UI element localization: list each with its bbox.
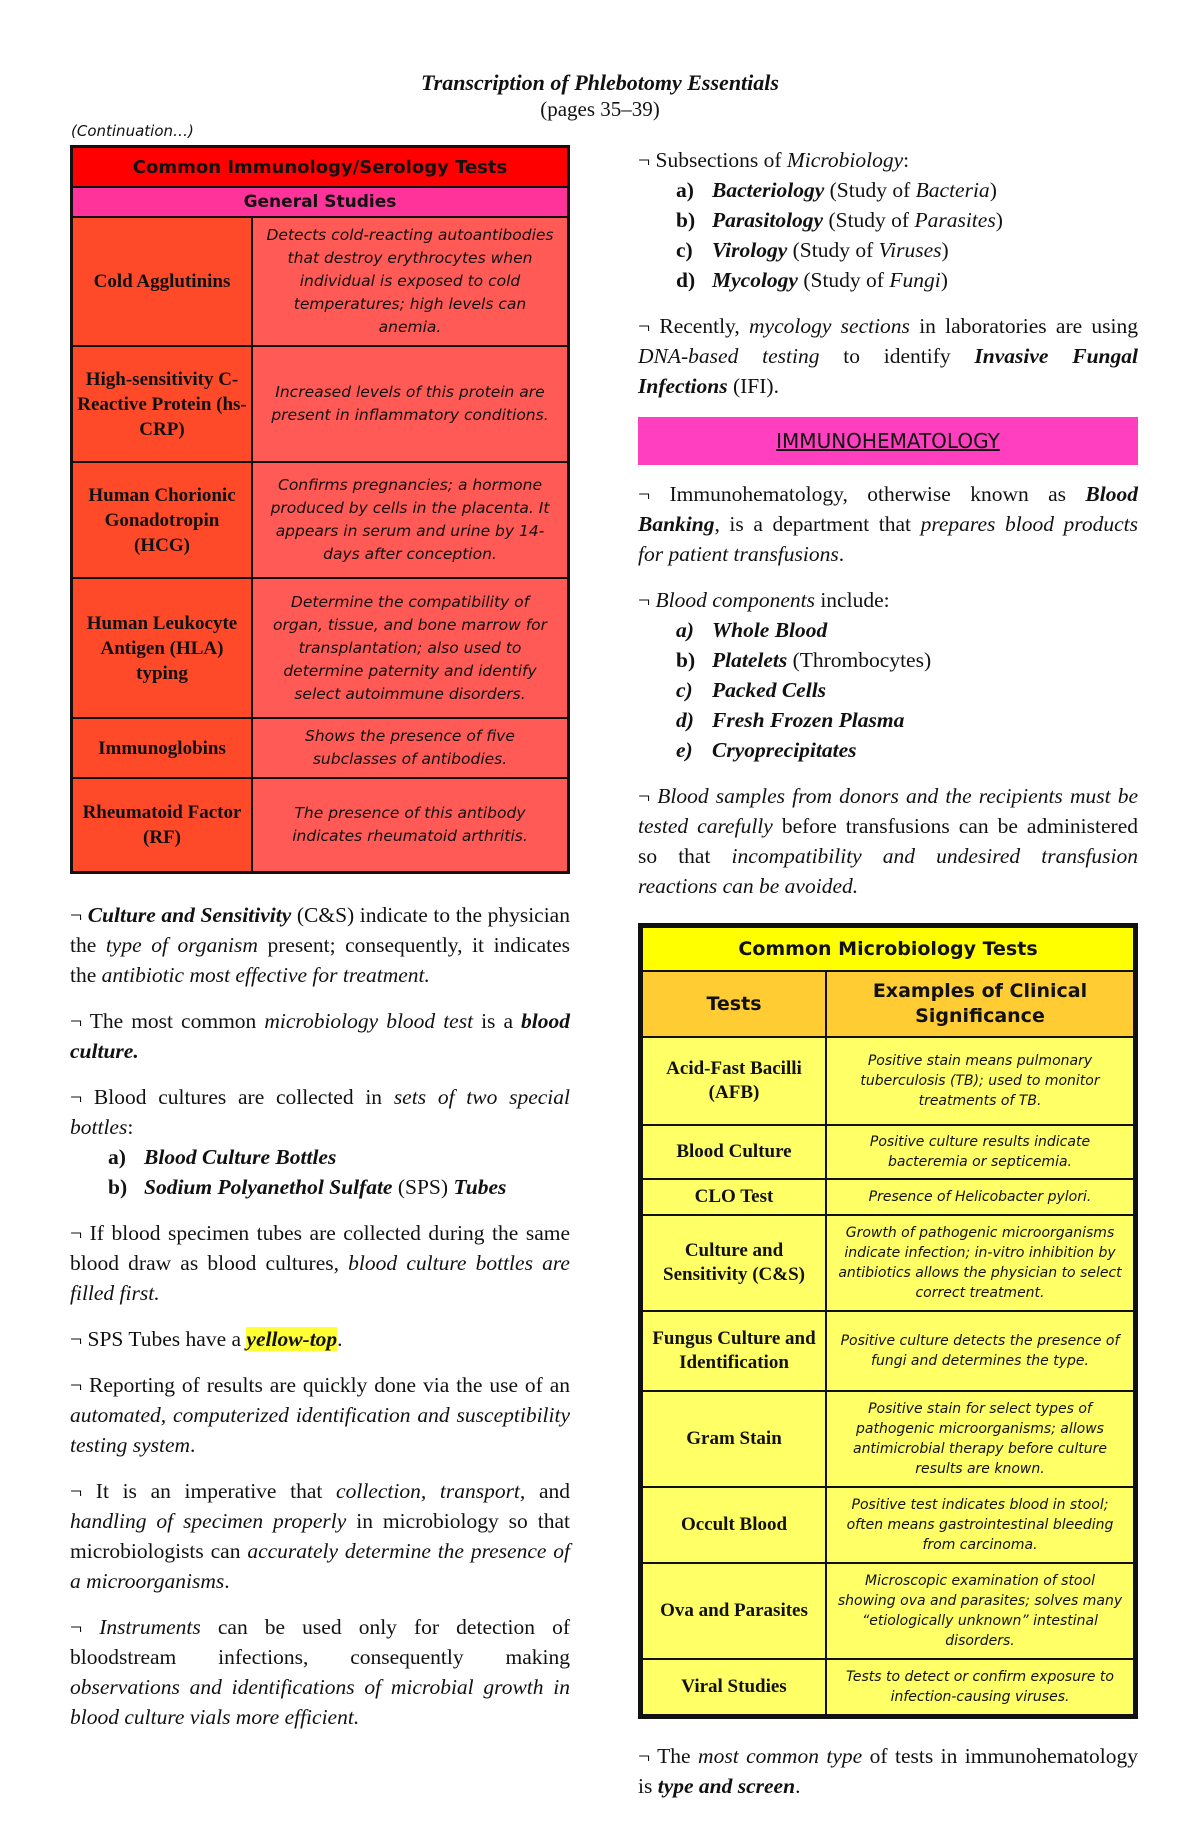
paragraph-immunohematology: ¬ Immunohematology, otherwise known as Blood Banking, is a department that prepares blood products for patient transfusions. <box>638 482 1138 566</box>
subsection-list <box>638 175 1138 295</box>
column-header-tests: Tests <box>642 971 826 1037</box>
test-name: Viral Studies <box>642 1659 826 1715</box>
table-row <box>642 1125 1134 1179</box>
page-header <box>0 70 1200 122</box>
continuation-note: (Continuation…) <box>71 122 194 140</box>
test-description: Presence of Helicobacter pylori. <box>826 1179 1134 1215</box>
immunology-table <box>70 145 570 874</box>
section-heading: IMMUNOHEMATOLOGY <box>776 429 1000 453</box>
paragraph-specimen-order: ¬ If blood specimen tubes are collected during the same blood draw as blood cultures, blood culture bottles are filled first. <box>70 1220 570 1305</box>
paragraph-subsections: ¬ Subsections of Microbiology: <box>638 148 910 172</box>
blood-components-list <box>638 615 1138 765</box>
list-item: a) Whole Blood <box>676 618 828 642</box>
paragraph-culture-sensitivity: ¬ Culture and Sensitivity (C&S) indicate to the physician the type of organism present; consequently, it indicates the antibiotic most effective for treatment. <box>70 902 570 987</box>
document-title: Transcription of Phlebotomy Essentials <box>421 70 779 95</box>
test-name: Fungus Culture and Identification <box>642 1311 826 1391</box>
page-range: (pages 35–39) <box>540 97 660 121</box>
test-description: Positive test indicates blood in stool; often means gastrointestinal bleeding from carcinoma. <box>826 1487 1134 1563</box>
test-name: Gram Stain <box>642 1391 826 1487</box>
table-row <box>72 718 569 778</box>
paragraph-type-and-screen: ¬ The most common type of tests in immunohematology is type and screen. <box>638 1744 1138 1798</box>
paragraph-blood-samples: ¬ Blood samples from donors and the recipients must be tested carefully before transfusions can be administered so that incompatibility and undesired transfusion reactions can be avoided. <box>638 784 1139 898</box>
paragraph-reporting: ¬ Reporting of results are quickly done via the use of an automated, computerized identification and susceptibility testing system. <box>70 1372 570 1457</box>
paragraph-blood-test: ¬ The most common microbiology blood test is a blood culture. <box>70 1008 571 1063</box>
test-name: Occult Blood <box>642 1487 826 1563</box>
test-description: Confirms pregnancies; a hormone produced by cells in the placenta. It appears in serum and urine by 14-days after conception. <box>252 462 569 578</box>
test-description: Positive stain for select types of pathogenic microorganisms; allows antimicrobial therapy before culture results are known. <box>826 1391 1134 1487</box>
test-name: CLO Test <box>642 1179 826 1215</box>
test-description: Shows the presence of five subclasses of antibodies. <box>252 718 569 778</box>
immunology-table-subtitle: General Studies <box>72 187 569 217</box>
paragraph-mycology: ¬ Recently, mycology sections in laboratories are using DNA-based testing to identify Invasive Fungal Infections (IFI). <box>638 314 1138 398</box>
table-row <box>72 346 569 462</box>
test-description: Detects cold-reacting autoantibodies that destroy erythrocytes when individual is exposed to cold temperatures; high levels can anemia. <box>252 217 569 346</box>
table-row <box>642 1037 1134 1125</box>
blood-culture-list <box>70 1142 570 1202</box>
test-description: The presence of this antibody indicates rheumatoid arthritis. <box>252 778 569 872</box>
test-name: Blood Culture <box>642 1125 826 1179</box>
table-row <box>642 1487 1134 1563</box>
section-heading-band <box>638 417 1138 465</box>
table-row <box>72 462 569 578</box>
column-header-significance: Examples of Clinical Significance <box>826 971 1134 1037</box>
test-name: Culture and Sensitivity (C&S) <box>642 1215 826 1311</box>
list-item: a) Bacteriology (Study of Bacteria) <box>676 178 997 202</box>
table-row <box>72 578 569 718</box>
list-item: d) Fresh Frozen Plasma <box>676 708 905 732</box>
test-name: Human Chorionic Gonadotropin (HCG) <box>72 462 253 578</box>
test-name: Rheumatoid Factor (RF) <box>72 778 253 872</box>
microbiology-table <box>641 926 1135 1716</box>
paragraph-specimen-handling: ¬ It is an imperative that collection, transport, and handling of specimen properly in microbiology so that microbiologists can accurately determine the presence of a microorganisms. <box>70 1478 570 1593</box>
list-item: e) Cryoprecipitates <box>676 738 857 762</box>
microbiology-table-frame <box>638 923 1138 1719</box>
left-column <box>70 145 570 1748</box>
test-name: Human Leukocyte Antigen (HLA) typing <box>72 578 253 718</box>
list-item: d) Mycology (Study of Fungi) <box>676 268 948 292</box>
test-name: Acid-Fast Bacilli (AFB) <box>642 1037 826 1125</box>
list-item: b) Platelets (Thrombocytes) <box>676 648 932 672</box>
table-row <box>642 1311 1134 1391</box>
right-column <box>638 145 1138 1817</box>
yellow-top-highlight: yellow-top <box>246 1326 338 1351</box>
table-row <box>642 1179 1134 1215</box>
test-description: Positive culture detects the presence of fungi and determines the type. <box>826 1311 1134 1391</box>
list-item: b) Sodium Polyanethol Sulfate (SPS) Tubes <box>108 1174 507 1199</box>
paragraph-blood-cultures: ¬ Blood cultures are collected in sets of two special bottles: <box>70 1084 570 1139</box>
list-item: b) Parasitology (Study of Parasites) <box>676 208 1003 232</box>
list-item: c) Virology (Study of Viruses) <box>676 238 949 262</box>
paragraph-sps-tubes: ¬ SPS Tubes have a yellow-top. <box>70 1326 343 1351</box>
test-description: Growth of pathogenic microorganisms indicate infection; in-vitro inhibition by antibiotics allows the physician to select correct treatment. <box>826 1215 1134 1311</box>
table-row <box>642 1215 1134 1311</box>
list-item: a) Blood Culture Bottles <box>108 1144 337 1169</box>
table-row <box>642 1659 1134 1715</box>
test-description: Increased levels of this protein are present in inflammatory conditions. <box>252 346 569 462</box>
test-name: High-sensitivity C-Reactive Protein (hs-CRP) <box>72 346 253 462</box>
paragraph-blood-components: ¬ Blood components include: <box>638 588 890 612</box>
test-description: Tests to detect or confirm exposure to infection-causing viruses. <box>826 1659 1134 1715</box>
table-row <box>642 1391 1134 1487</box>
test-description: Positive stain means pulmonary tuberculosis (TB); used to monitor treatments of TB. <box>826 1037 1134 1125</box>
test-description: Microscopic examination of stool showing ova and parasites; solves many “etiologically unknown” intestinal disorders. <box>826 1563 1134 1659</box>
immunology-table-title: Common Immunology/Serology Tests <box>72 147 569 188</box>
test-description: Positive culture results indicate bacteremia or septicemia. <box>826 1125 1134 1179</box>
microbiology-table-title: Common Microbiology Tests <box>642 927 1134 971</box>
test-name: Cold Agglutinins <box>72 217 253 346</box>
paragraph-instruments: ¬ Instruments can be used only for detection of bloodstream infections, consequently making observations and identifications of microbial growth in blood culture vials more efficient. <box>70 1614 570 1729</box>
list-item: c) Packed Cells <box>676 678 827 702</box>
test-name: Ova and Parasites <box>642 1563 826 1659</box>
test-description: Determine the compatibility of organ, tissue, and bone marrow for transplantation; also used to determine paternity and identify select autoimmune disorders. <box>252 578 569 718</box>
table-row <box>72 778 569 872</box>
table-row <box>642 1563 1134 1659</box>
table-row <box>72 217 569 346</box>
test-name: Immunoglobins <box>72 718 253 778</box>
